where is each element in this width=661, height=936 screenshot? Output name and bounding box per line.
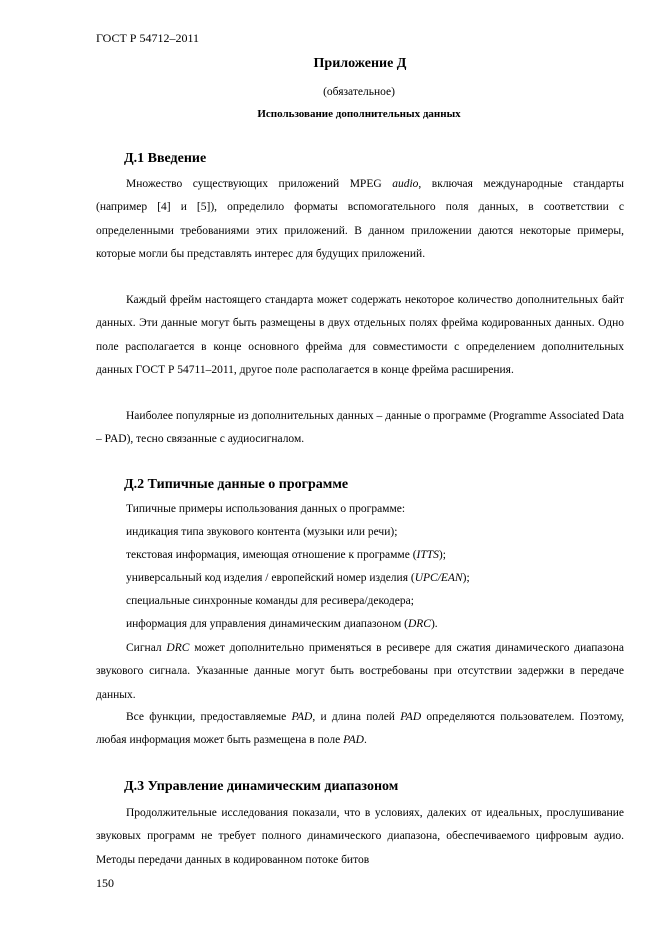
paragraph-frame-data: Каждый фрейм настоящего стандарта может содержать некоторое количество дополнительных байт данных. Эти данные могут быть размещены в двух отдельных полях фрейма кодированных данных. Одно поле располагается в конце основного фрейма для совместимости с определением дополнительных данных ГОСТ Р 54711–2011, другое поле располагается в конце фрейма расширения. — [96, 294, 624, 377]
paragraph-dynamic-range: Продолжительные исследования показали, что в условиях, далеких от идеальных, прослушивание звуковых программ не требует полного динамического диапазона, обеспечиваемого цифровым аудио. Методы передачи данных в кодированном потоке битов — [96, 807, 624, 866]
page-number: 150 — [96, 876, 114, 890]
document-header: ГОСТ Р 54712–2011 — [96, 31, 200, 45]
section-heading-d2: Д.2 Типичные данные о программе — [124, 477, 349, 492]
paragraph-intro: Множество существующих приложений MPEG audio, включая международные стандарты (например [4] и [5]), определило форматы вспомогательного поля данных, в соответствии с определенными требованиями этих приложений. В данном приложении даются некоторые примеры, которые могли бы представлять интерес для будущих приложений. — [96, 178, 624, 261]
appendix-status: (обязательное) — [323, 86, 395, 98]
list-item: индикация типа звукового контента (музыки или речи); — [126, 526, 398, 538]
list-item: универсальный код изделия / европейский номер изделия (UPC/EAN); — [126, 572, 470, 584]
appendix-topic: Использование дополнительных данных — [257, 108, 461, 120]
paragraph-pad: Наиболее популярные из дополнительных данных – данные о программе (Programme Associated Data – PAD), тесно связанные с аудиосигналом. — [96, 410, 624, 446]
list-item: текстовая информация, имеющая отношение к программе (ITTS); — [126, 549, 446, 561]
list-item: информация для управления динамическим диапазоном (DRC). — [126, 618, 438, 630]
paragraph-drc: Сигнал DRC может дополнительно применяться в ресивере для сжатия динамического диапазона звукового сигнала. Указанные данные могут быть востребованы при отсутствии задержки в передаче данных. — [96, 642, 624, 701]
appendix-title: Приложение Д — [313, 56, 407, 71]
list-item: специальные синхронные команды для ресивера/декодера; — [126, 595, 414, 607]
section-heading-d3: Д.3 Управление динамическим диапазоном — [124, 779, 399, 794]
list-intro: Типичные примеры использования данных о программе: — [126, 503, 406, 515]
section-heading-d1: Д.1 Введение — [124, 151, 207, 166]
paragraph-pad-functions: Все функции, предоставляемые PAD, и длина полей PAD определяются пользователем. Поэтому, любая информация может быть размещена в поле PAD. — [96, 711, 624, 747]
